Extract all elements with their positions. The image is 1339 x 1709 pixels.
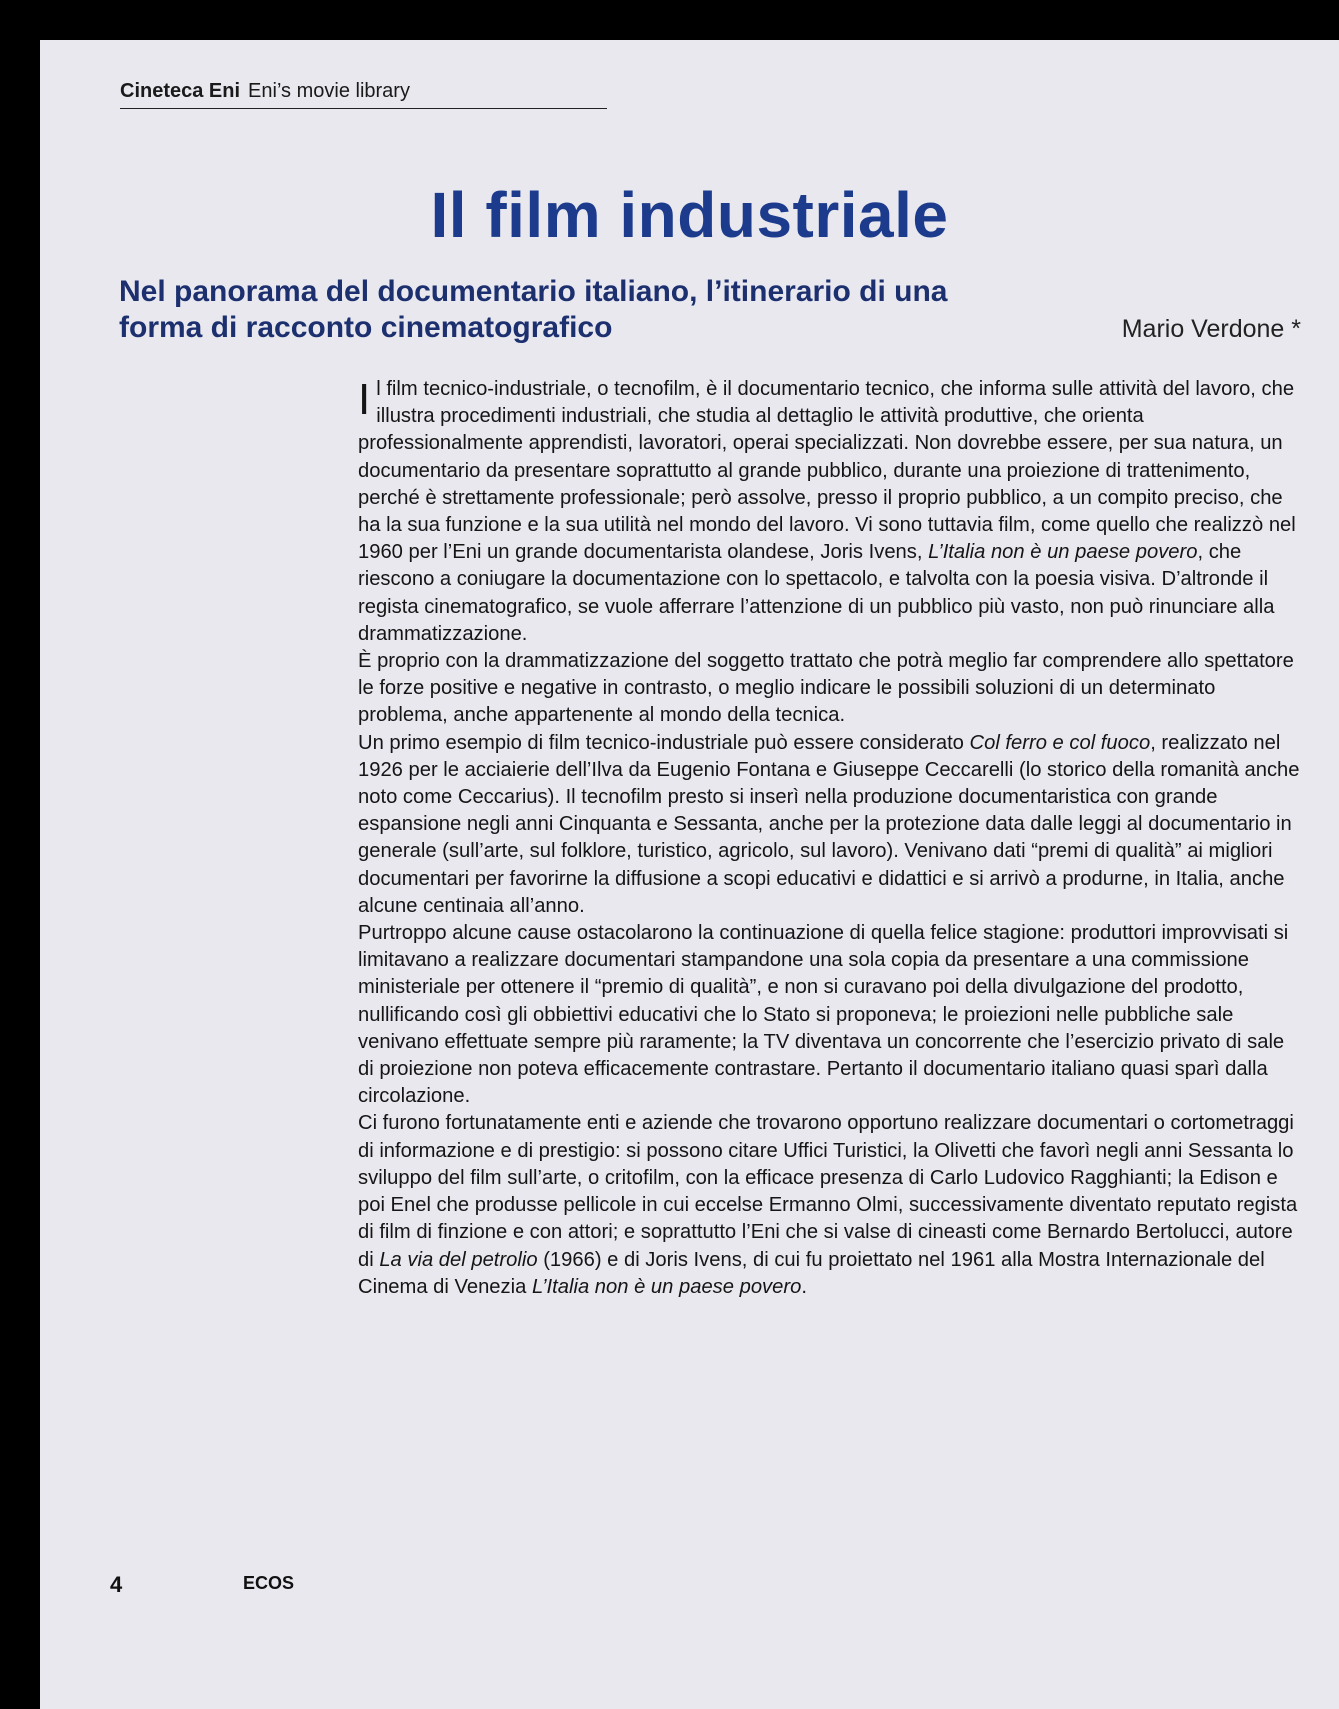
section-name-italian: Cineteca Eni	[120, 80, 241, 102]
article-title: Il film industriale	[430, 179, 949, 251]
page-number: 4	[110, 1572, 123, 1597]
drop-cap: I	[358, 375, 371, 424]
film-title: La via del petrolio	[379, 1248, 538, 1271]
paragraph-2: È proprio con la drammatizzazione del soggetto trattato che potrà meglio far comprendere allo spettatore le forze positive e negative in contrasto, o meglio indicare le possibili soluzioni di un determinato problema, anche appartenente al mondo della tecnica.	[358, 650, 1294, 727]
magazine-name: ECOS	[243, 1573, 295, 1593]
article-subtitle: Nel panorama del documentario italiano, l’itinerario di una forma di racconto cinematografico	[119, 275, 948, 344]
section-header	[120, 78, 607, 109]
film-title: L’Italia non è un paese povero	[531, 1275, 802, 1298]
article-author: Mario Verdone *	[1121, 315, 1301, 343]
film-title: Col ferro e col fuoco	[969, 731, 1151, 754]
paragraph-3: Un primo esempio di film tecnico-industriale può essere considerato Col ferro e col fuoco, realizzato nel 1926 per le acciaierie dell’Ilva da Eugenio Fontana e Giuseppe Ceccarelli (lo storico della romanità anche noto come Ceccarius). Il tecnofilm presto si inserì nella produzione documentaristica con grande espansione negli anni Cinquanta e Sessanta, anche per la protezione data dalle leggi al documentario in generale (sull’arte, sul folklore, turistico, agricolo, sul lavoro). Venivano dati “premi di qualità” ai migliori documentari per favorirne la diffusione a scopi educativi e didattici e si arrivò a produrne, in Italia, anche alcune centinaia all’anno.	[358, 731, 1300, 917]
article-body	[358, 376, 1302, 1301]
paragraph-4: Purtroppo alcune cause ostacolarono la continuazione di quella felice stagione: produttori improvvisati si limitavano a realizzare documentari stampandone una sola copia da presentare a una commissione ministeriale per ottenere il “premio di qualità”, e non si curavano poi della divulgazione del prodotto, nullificando così gli obbiettivi educativi che lo Stato si proponeva; le proiezioni nelle pubbliche sale venivano effettuate sempre più raramente; la TV diventava un concorrente che l’esercizio privato di sale di proiezione non poteva efficacemente contrastare. Pertanto il documentario italiano quasi sparì dalla circolazione.	[358, 922, 1289, 1108]
section-name-english: Eni’s movie library	[248, 80, 410, 102]
paragraph-1: Il film tecnico-industriale, o tecnofilm, è il documentario tecnico, che informa sulle attività del lavoro, che illustra procedimenti industriali, che studia al dettaglio le attività produttive, che orienta professionalmente apprendisti, lavoratori, operai specializzati. Non dovrebbe essere, per sua natura, un documentario da presentare soprattutto al grande pubblico, durante una proiezione di trattenimento, perché è strettamente professionale; però assolve, presso il proprio pubblico, a un compito preciso, che ha la sua funzione e la sua utilità nel mondo del lavoro. Vi sono tuttavia film, come quello che realizzò nel 1960 per l’Eni un grande documentarista olandese, Joris Ivens, L’Italia non è un paese povero, che riescono a coniugare la documentazione con lo spettacolo, e talvolta con la poesia visiva. D’altronde il regista cinematografico, se vuole afferrare l’attenzione di un pubblico più vasto, non può rinunciare alla drammatizzazione.	[358, 375, 1296, 645]
magazine-page	[40, 40, 1339, 1709]
paragraph-5: Ci furono fortunatamente enti e aziende che trovarono opportuno realizzare documentari o cortometraggi di informazione e di prestigio: si possono citare Uffici Turistici, la Olivetti che favorì negli anni Sessanta lo sviluppo del film sull’arte, o critofilm, con la efficace presenza di Carlo Ludovico Ragghianti; la Edison e poi Enel che produsse pellicole in cui eccelse Ermanno Olmi, successivamente diventato reputato regista di film di finzione e con attori; e soprattutto l’Eni che si valse di cineasti come Bernardo Bertolucci, autore di La via del petrolio (1966) e di Joris Ivens, di cui fu proiettato nel 1961 alla Mostra Internazionale del Cinema di Venezia L’Italia non è un paese povero.	[358, 1112, 1298, 1298]
film-title: L’Italia non è un paese povero	[928, 541, 1198, 564]
